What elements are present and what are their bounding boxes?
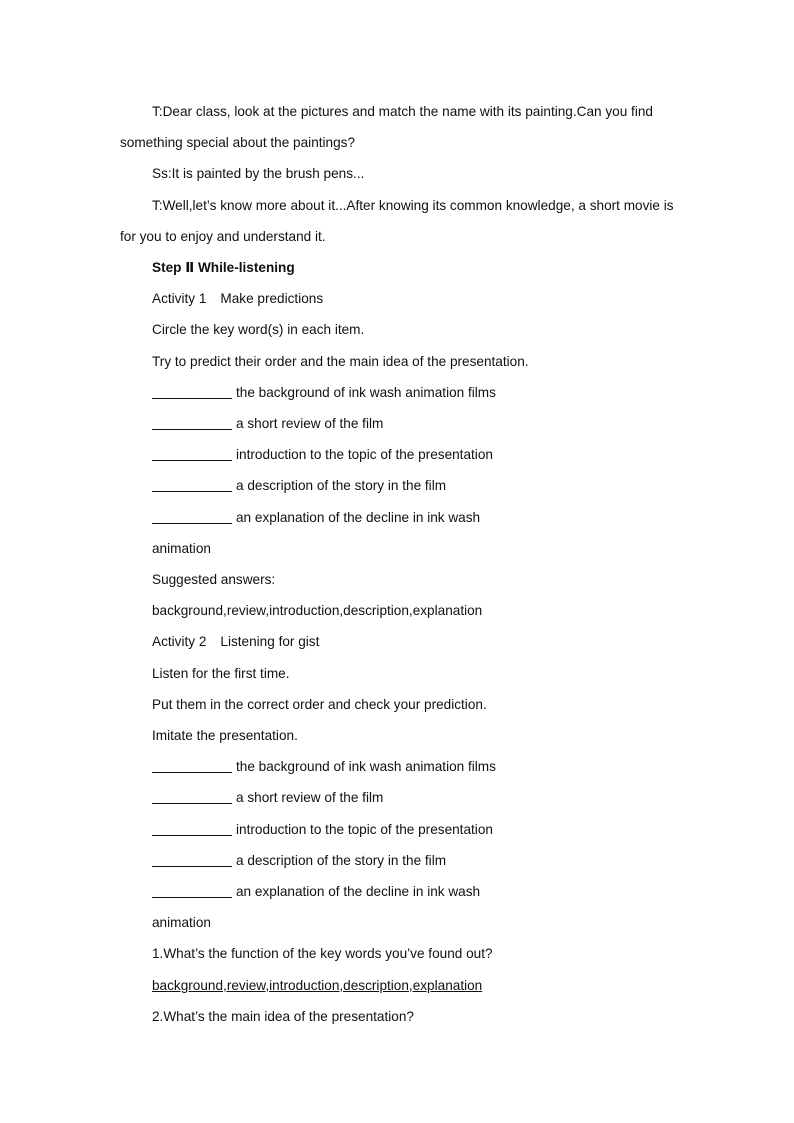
answer-1 [120,970,676,1001]
student-answer: Ss:It is painted by the brush pens... [152,166,365,182]
teacher-question: T:Dear class, look at the pictures and match the name with its painting.Can you find something special about the paintings? [120,104,653,151]
activity1-title: Make predictions [220,291,324,307]
activity2-instruction: Put them in the correct order and check your prediction. [152,696,487,712]
answer-blank[interactable] [152,758,232,773]
step-heading: Step Ⅱ While-listening [152,260,295,276]
answer-blank[interactable] [152,821,232,836]
question-1: 1.What’s the function of the key words you’ve found out? [152,946,493,962]
answer-blank[interactable] [152,384,232,399]
activity2-item: a short review of the film [120,782,676,813]
activity2-instruction: Imitate the presentation. [152,728,298,744]
activity1-item: a description of the story in the film [120,470,676,501]
suggested-answers-label: Suggested answers: [152,572,276,588]
answer-blank[interactable] [152,446,232,461]
activity1-item: the background of ink wash animation films [120,377,676,408]
activity2-heading [120,626,676,657]
activity2-item: an explanation of the decline in ink wash [120,876,676,907]
activity1-item: an explanation of the decline in ink wash [120,502,676,533]
activity2-instruction: Listen for the first time. [152,665,290,681]
answer-1-text: background,review,introduction,description,explanation [152,977,483,993]
teacher-followup: T:Well,let’s know more about it...After knowing its common knowledge, a short movie is for you to enjoy and understand it. [120,197,674,244]
answer-blank[interactable] [152,415,232,430]
activity1-item: introduction to the topic of the presentation [120,439,676,470]
activity1-instruction: Circle the key word(s) in each item. [152,322,365,338]
question-2: 2.What’s the main idea of the presentation? [152,1008,414,1024]
activity2-label: Activity 2 [152,634,207,650]
activity1-item: a short review of the film [120,408,676,439]
activity2-item: introduction to the topic of the presentation [120,814,676,845]
activity1-instruction: Try to predict their order and the main idea of the presentation. [152,353,529,369]
activity2-item: the background of ink wash animation films [120,751,676,782]
document-body [120,96,676,1032]
answer-blank[interactable] [152,883,232,898]
suggested-answers: background,review,introduction,description,explanation [152,603,483,619]
activity2-item-tail: animation [152,915,211,931]
answer-blank[interactable] [152,509,232,524]
activity2-item: a description of the story in the film [120,845,676,876]
activity1-item-tail: animation [152,540,211,556]
answer-blank[interactable] [152,477,232,492]
answer-blank[interactable] [152,789,232,804]
answer-blank[interactable] [152,852,232,867]
activity2-title: Listening for gist [220,634,320,650]
activity1-label: Activity 1 [152,291,207,307]
activity1-heading [120,283,676,314]
